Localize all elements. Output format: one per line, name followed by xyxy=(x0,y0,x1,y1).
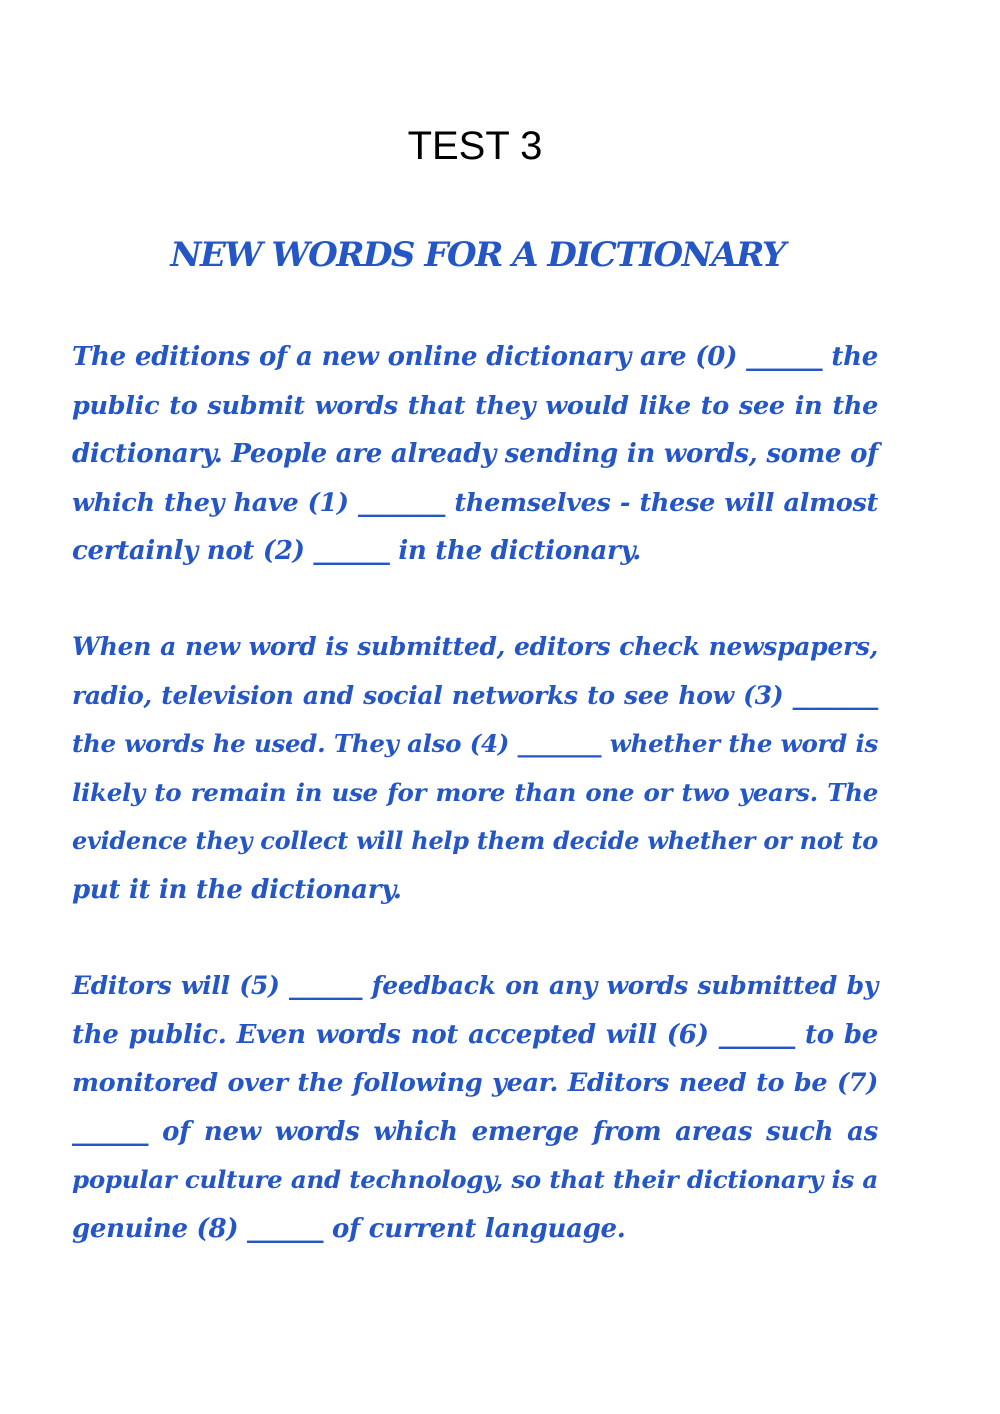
paragraph-line: the words he used. They also (4) _______ whether the word is xyxy=(72,729,878,758)
paragraph-1 xyxy=(72,333,878,576)
paragraph-line: When a new word is submitted, editors check newspapers, xyxy=(72,632,878,661)
paragraph-line: the public. Even words not accepted will (6) ______ to be xyxy=(72,1019,878,1050)
paragraph-line: monitored over the following year. Editors need to be (7) xyxy=(72,1068,878,1098)
paragraph-line: public to submit words that they would like to see in the xyxy=(72,390,878,421)
paragraph-line: ______ of new words which emerge from areas such as xyxy=(72,1116,878,1147)
paragraph-line: popular culture and technology, so that their dictionary is a xyxy=(72,1165,878,1194)
test-label: TEST 3 xyxy=(407,124,543,168)
paragraph-line: put it in the dictionary. xyxy=(72,874,402,905)
paragraph-line: dictionary. People are already sending in words, some of xyxy=(72,439,878,469)
paragraph-line: The editions of a new online dictionary are (0) ______ the xyxy=(72,342,878,372)
paragraph-line: certainly not (2) ______ in the dictionary. xyxy=(72,536,642,566)
paragraph-2 xyxy=(72,623,878,914)
worksheet-title: NEW WORDS FOR A DICTIONARY xyxy=(170,235,785,275)
paragraph-line: likely to remain in use for more than one or two years. The xyxy=(72,777,878,807)
paragraph-line: genuine (8) ______ of current language. xyxy=(72,1213,626,1244)
paragraph-line: Editors will (5) ______ feedback on any words submitted by xyxy=(72,971,878,1000)
paragraph-line: radio, television and social networks to see how (3) _______ xyxy=(72,680,878,710)
paragraph-line: which they have (1) _______ themselves - these will almost xyxy=(72,487,878,518)
paragraph-line: evidence they collect will help them decide whether or not to xyxy=(72,826,878,855)
paragraph-3 xyxy=(72,962,878,1253)
